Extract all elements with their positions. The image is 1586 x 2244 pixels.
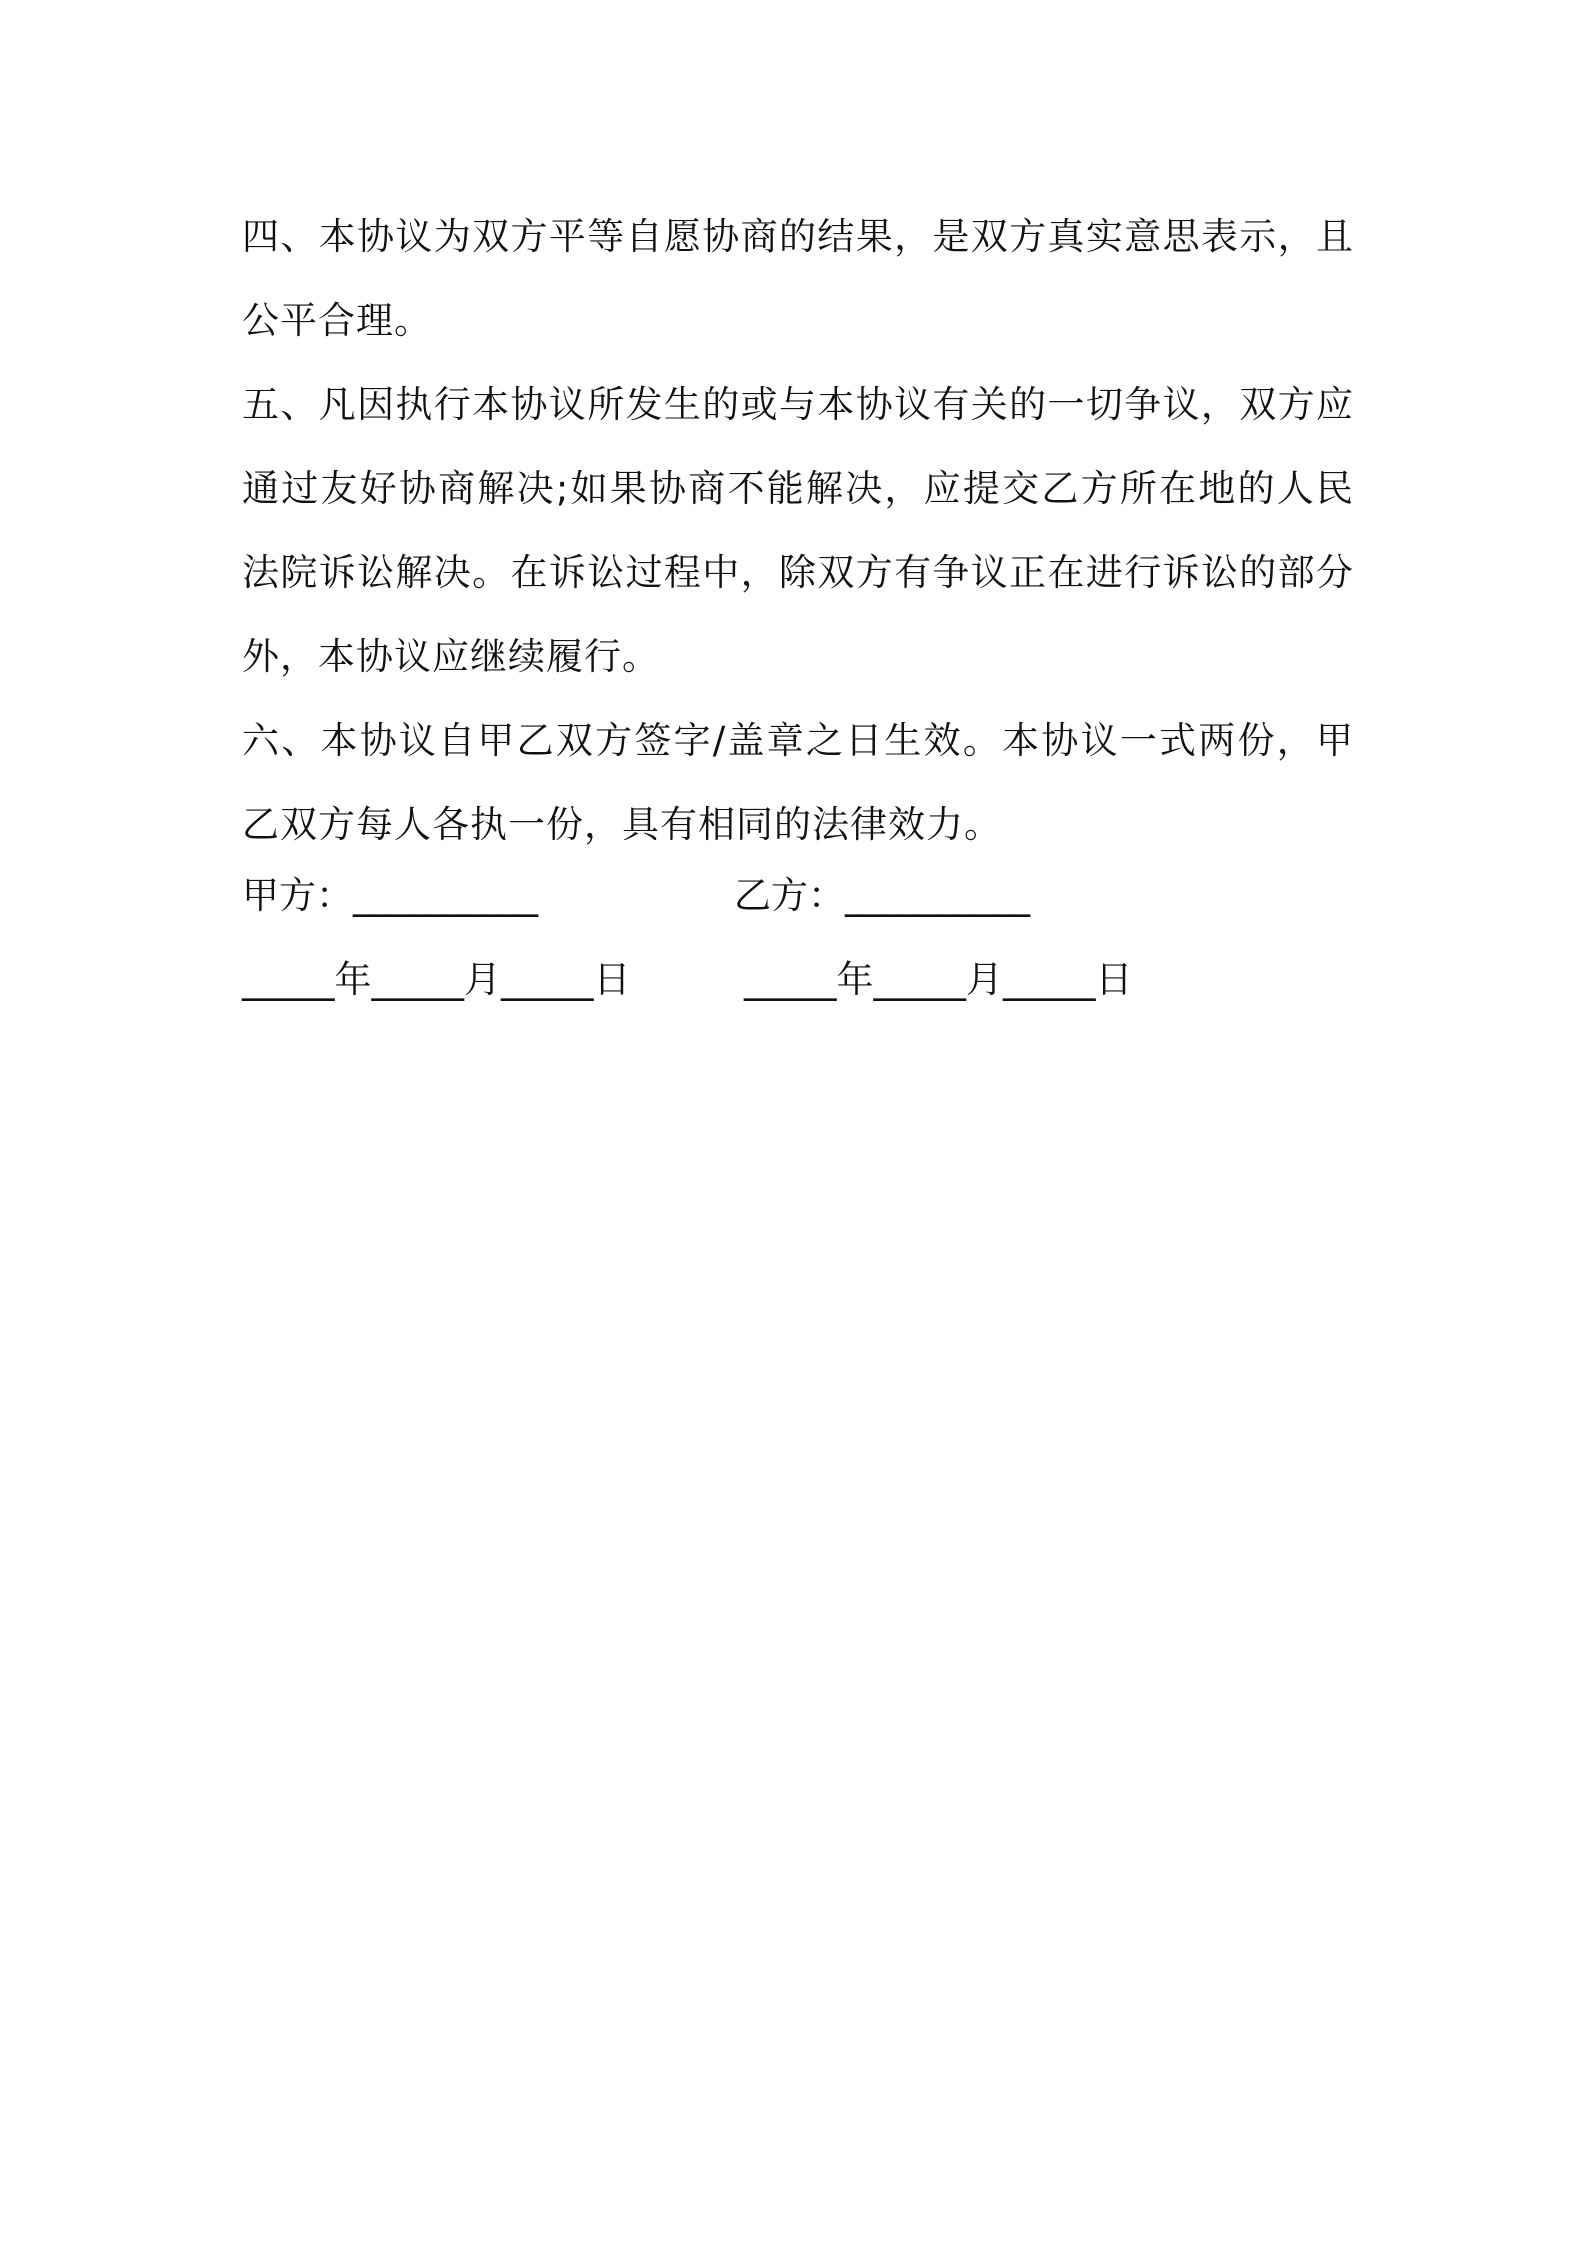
clause-four: 四、本协议为双方平等自愿协商的结果，是双方真实意思表示，且公平合理。 <box>242 215 1354 342</box>
party-b-date-line: _____年_____月_____日 <box>744 958 1133 1001</box>
clause-five: 五、凡因执行本协议所发生的或与本协议有关的一切争议，双方应通过友好协商解决;如果协商不能解决，应提交乙方所在地的人民法院诉讼解决。在诉讼过程中，除双方有争议正在进行诉讼的部分外，本协议应继续履行。 <box>242 383 1354 678</box>
party-a-date-line: _____年_____月_____日 <box>242 958 631 1001</box>
agreement-body <box>242 195 1354 867</box>
party-a-signature-line: 甲方：__________ <box>242 874 538 917</box>
party-b-signature-line: 乙方：__________ <box>734 874 1030 917</box>
clause-six: 六、本协议自甲乙双方签字/盖章之日生效。本协议一式两份，甲乙双方每人各执一份，具有相同的法律效力。 <box>242 719 1354 846</box>
